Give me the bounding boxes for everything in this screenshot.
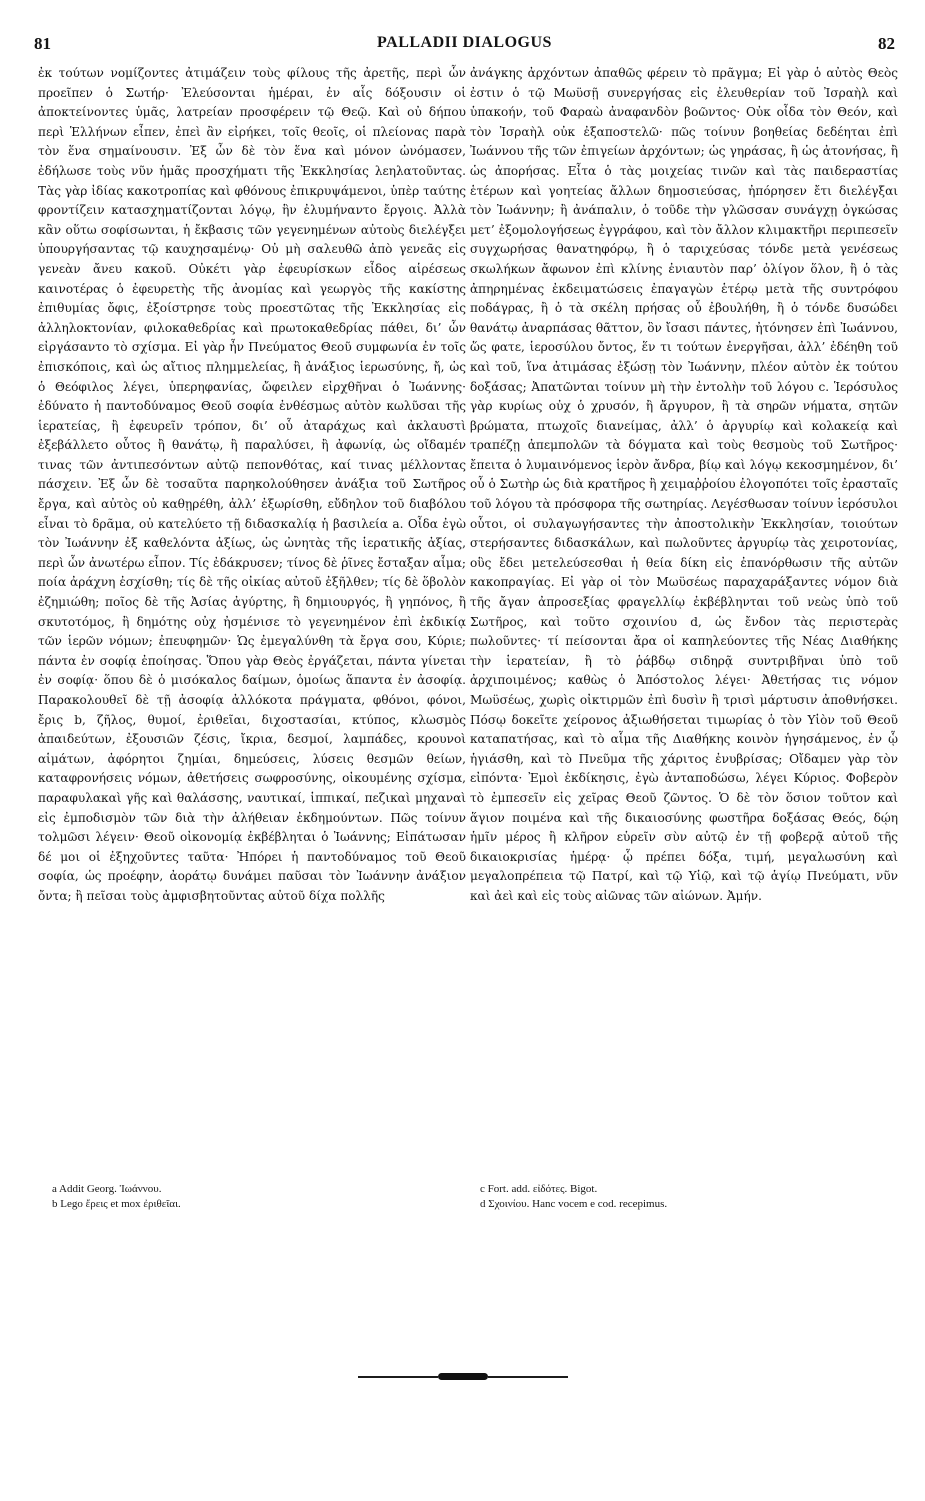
right-page-number: 82 xyxy=(878,34,895,53)
right-column-text: ἀνάγκης ἀρχόντων ἀπαθῶς φέρειν τὸ πρᾶγμα; Εἰ γὰρ ὁ αὐτὸς Θεὸς ἐστιν ὁ τῷ Μωϋσῇ συνεργήσας εἰς ἐλευθερίαν τοῦ Ἰσραὴλ καὶ ὑπακοήν, τοῦ Φαραὼ ἀναφανδὸν βοῶντος· Οὐκ οἶδα τὸν Θεόν, καὶ τὸν Ἰσραὴλ οὐκ ἐξαποστελῶ· πῶς τοίνυν βοηθείας δεδέηται ἐπὶ Ἰωάννου τῆς τῶν ἐπιγείων ἀρχόντων; ὡς γηράσας, ἢ ὡς ἀτονήσας, ἢ ὡς ἀπορήσας. Εἶτα ὁ τὰς μοιχείας τινῶν καὶ τὰς παιδεραστίας ἑτέρων καὶ γοητείας ἄλλων δημοσιεύσας, ἠπόρησεν ἔτι διελέγξαι τὸν Ἰωάννην; ἢ ἀνάπαλιν, ὁ τοῦδε τὴν γλῶσσαν συνάγχῃ ὀγκώσας μετ’ ἐξομολογήσεως ἐγγράφου, καὶ τὸν ἄλλον κλιμακτῆρι περιπεσεῖν συγχωρήσας θανατηφόρῳ, ἢ ὁ ταριχεύσας τόνδε μετὰ γενέσεως σκωλήκων ἄφωνον ἐπὶ κλίνης ἐνιαυτὸν παρ’ ὀλίγον ὅλον, ἢ ὁ τὰς ἀπηρημένας ἐκδειματώσεις ἐπαγαγὼν ἑτέρῳ μετὰ τῆς συντρόφου ποδάγρας, ἢ ὁ τὰ σκέλη πρήσας οὗ ἐβουλήθη, ἢ ὁ τόνδε δυσώδει θανάτῳ ἀναρπάσας θᾶττον, ὃν ἴσασι πάντες, ἠτόνησεν ἐπὶ Ἰωάννου, ὥς φατε, ἱεροσύλου ὄντος, ἕν τι τούτων ἐνεργῆσαι, ἀλλ’ ἐδέηθη τοῦ καὶ τοῦ, ἵνα ἀτιμάσας ἐξώσῃ τὸν Ἰωάννην, πλέον αὐτὸν ἐκ τούτου δοξάσας; Ἀπατῶνται τοίνυν μὴ τὴν ἐντολὴν τοῦ λόγου c. Ἱερόσυλος γὰρ κυρίως οὐχ ὁ χρυσόν, ἢ ἄργυρον, ἢ τὰ σηρῶν νήματα, σητῶν βρώματα, πτωχοῖς διανείμας, ἀλλ’ ὁ ἀργυρίῳ καὶ κολακείᾳ καὶ τραπέζῃ ἀπεμπολῶν τὰ δόγματα καὶ τοὺς θεσμοὺς τοῦ Σωτῆρος· ἔπειτα ὁ λυμαινόμενος ἱερὸν ἄνδρα, βίῳ καὶ λόγῳ κεκοσμημένον, δι’ οὗ ὁ Σωτὴρ ὡς διὰ κρατῆρος ἢ χειμαῤῥοίου ἐλογοπότει τοῖς ἐρασταῖς τοῦ λόγου τὰ πρόσφορα τῆς σωτηρίας. Λεγέσθωσαν τοίνυν ἱερόσυλοι οὗτοι, οἱ συλαγωγήσαντες τὴν ἀποστολικὴν Ἐκκλησίαν, τοιούτων στερήσαντες διδασκάλων, καὶ πωλοῦντες ἀργυρίῳ τὰς χειροτονίας, οὓς ἔδει μετελεύσεσθαι ἡ θεία δίκη εἰς ἐπανόρθωσιν τῆς αὐτῶν κακοπραγίας. Εἰ γὰρ οἱ τὸν Μωϋσέως παραχαράξαντες νόμον διὰ τῆς ἄγαν ἀπροσεξίας φραγελλίῳ ἐκβέβληνται τοῦ νεὼς ὑπὸ τοῦ Σωτῆρος, καὶ τοῦτο σχοινίου d, ὡς ἔνδον τὰς περιστερὰς πωλοῦντες· τί πείσονται ἄρα οἱ καπηλεύοντες τῆς Νέας Διαθήκης τὴν ἱερατείαν, ἢ τὸ ῥάβδῳ σιδηρᾷ συντριβῆναι ὑπὸ τοῦ ἀρχιποιμένος; καθὼς ὁ Ἀπόστολος λέγει· Ἀθετήσας τις νόμον Μωϋσέως, χωρὶς οἰκτιρμῶν ἐπὶ δυσὶν ἢ τρισὶ μάρτυσιν ἀποθνήσκει. Πόσῳ δοκεῖτε χείρονος ἀξιωθήσεται τιμωρίας ὁ τὸν Υἱὸν τοῦ Θεοῦ καταπατήσας, καὶ τὸ αἷμα τῆς Διαθήκης κοινὸν ἡγησάμενος, ἐν ᾧ ἡγιάσθη, καὶ τὸ Πνεῦμα τῆς χάριτος ἐνυβρίσας; Οἴδαμεν γὰρ τὸν εἰπόντα· Ἐμοὶ ἐκδίκησις, ἐγὼ ἀνταποδώσω, λέγει Κύριος. Φοβερὸν τὸ ἐμπεσεῖν εἰς χεῖρας Θεοῦ ζῶντος. Ὁ δὲ τὸν ὅσιον τοῦτον καὶ ἅγιον ποιμένα καὶ τῆς δικαιοσύνης φωστῆρα δοξάσας Θεός, δῴη ἡμῖν μέρος ἢ κλῆρον εὑρεῖν σὺν αὐτῷ ἐν τῇ φοβερᾷ αὐτοῦ τῆς δικαιοκρισίας ἡμέρᾳ· ᾧ πρέπει δόξα, τιμή, μεγαλωσύνη καὶ μεγαλοπρέπεια τῷ Πατρί, καὶ τῷ Υἱῷ, καὶ τῷ ἁγίῳ Πνεύματι, νῦν καὶ ἀεὶ καὶ εἰς τοὺς αἰῶνας τῶν αἰώνων. Ἀμήν. xyxy=(470,66,898,903)
footnote-c: c Fort. add. εἰδότες. Bigot. xyxy=(480,1183,598,1195)
left-text-column xyxy=(38,64,466,907)
footnotes-left xyxy=(52,1182,480,1211)
left-page-number: 81 xyxy=(34,34,51,53)
footnote-d: d Σχοινίου. Hanc vocem e cod. recepimus. xyxy=(480,1197,668,1210)
running-title: PALLADII DIALOGUS xyxy=(377,34,552,51)
left-column-text: ἐκ τούτων νομίζοντες ἀτιμάζειν τοὺς φίλους τῆς ἀρετῆς, περὶ ὧν προεῖπεν ὁ Σωτήρ· Ἐλεύσονται ἡμέραι, ἐν αἷς δόξουσιν οἱ ἀποκτείνοντες ὑμᾶς, λατρείαν προσφέρειν τῷ Θεῷ. Καὶ οὐ δήπου περὶ Ἑλλήνων εἶπεν, ἐπεὶ ἂν εἰρήκει, τοῖς θεοῖς, οἱ πλείονας παρὰ τὸν ἕνα σημαίνουσιν. Ἐξ ὧν δὲ τὸν ἕνα καὶ μόνον ὠνόμασεν, ἐδήλωσε τοὺς νῦν ἡμᾶς προσχήματι τῆς Ἐκκλησίας λεηλατοῦντας. Τὰς γὰρ ἰδίας κακοτροπίας καὶ φθόνους ἐπικρυψάμενοι, ὑπὲρ ταύτης φροντίζειν κατασχηματίζονται λόγῳ, ἣν ἐλυμήναντο ἔργοις. Ἀλλὰ κἂν οὕτω σοφίσωνται, ἡ ἔκβασις τῶν γεγενημένων αὐτοὺς διελέγξει ὑπουργήσαντας τῷ καυχησαμένῳ· Οὐ μὴ σαλευθῶ ἀπὸ γενεᾶς εἰς γενεὰν ἄνευ κακοῦ. Οὐκέτι γὰρ ἐφευρίσκων εἶδος αἱρέσεως καινοτέρας ὁ ἐφευρετὴς τῆς ἀνομίας καὶ γεωργὸς τῆς κακίστης ἐπιθυμίας ὄφις, ἐξοίστρησε τοὺς προεστῶτας τῆς Ἐκκλησίας εἰς ἀλληλοκτονίαν, φιλοκαθεδρίας καὶ πρωτοκαθεδρίας πάθει, δι’ ὧν εἰργάσαντο τὸ σχίσμα. Εἰ γὰρ ἦν Πνεύματος Θεοῦ συμφωνία ἐν τοῖς ἐπισκόποις, καὶ ὡς αἴτιος πλημμελείας, ἢ ἀνάξιος ἱερωσύνης, ἤ, ὡς ὁ Θεόφιλος λέγει, ὑπερηφανίας, ὤφειλεν εἰρχθῆναι ὁ Ἰωάννης· ἐδύνατο ἡ παντοδύναμος Θεοῦ σοφία ἐνθέσμως αὐτὸν κωλῦσαι τῆς ἱερατείας, ἢ ἐφευρεῖν τρόπον, δι’ οὗ ἀταράχως καὶ ἀκλαυστὶ ἐξεβάλλετο οὗτος ἢ θανάτῳ, ἢ παραλύσει, ἢ ἀφωνίᾳ, ὡς οἴδαμέν τινας τῶν ἀντιπεσόντων αὐτῷ πεπονθότας, καί τινας μέλλοντας πάσχειν. Ἐξ ὧν δὲ τοσαῦτα παρηκολούθησεν ἀνάξια τοῦ Σωτῆρος ἔργα, καὶ αὐτὸς οὐ καθῃρέθη, ἀλλ’ ἐξωρίσθη, εὔδηλον τοῦ διαβόλου εἶναι τὸ δρᾶμα, οὐ κατελύετο τῇ διδασκαλίᾳ ἡ βασιλεία a. Οἶδα ἐγὼ τὸν Ἰωάννην ἐξ καθελόντα ἀξίως, ὡς ὠνητὰς τῆς ἱερατικῆς ἀξίας, περὶ ὧν ἀνωτέρω εἶπον. Τίς ἐδάκρυσεν; τίνος δὲ ῥῖνες ἔσταξαν αἷμα; ποία ἀράχνη ἐσχίσθη; τίς δὲ τῆς οἰκίας αὐτοῦ ἐξῆλθεν; τίς δὲ ὅβολὸν ἐζημιώθη; ποῖος δὲ τῆς Ἀσίας ἀγύρτης, ἢ δημιουργός, ἢ γηπόνος, ἢ σκυτοτόμος, ἢ δημότης οὐχ ἠσμένισε τὸ γεγενημένον ἐπὶ ἐκδικίᾳ τῶν ἱερῶν νόμων; ἐπευφημῶν· Ὡς ἐμεγαλύνθη τὰ ἔργα σου, Κύριε; πάντα ἐν σοφίᾳ ἐποίησας. Ὅπου γὰρ Θεὸς ἐργάζεται, πάντα γίνεται ἐν σοφίᾳ· ὅπου δὲ ὁ μισόκαλος δαίμων, ὁμοίως ἅπαντα ἐν ἀσοφίᾳ. Παρακολουθεῖ δὲ τῇ ἀσοφίᾳ ἀλλόκοτα πράγματα, φθόνοι, φόνοι, ἔρις b, ζῆλος, θυμοί, ἐριθεῖαι, διχοστασίαι, κτύπος, κλωσμὸς ἀπαιδεύτων, ἐξουσιῶν ζέσις, ἴκρια, δεσμοί, λαμπάδες, κρουνοὶ αἱμάτων, ἀφόρητοι ζημίαι, δημεύσεις, λύσεις θεσμῶν θείων, καταφρονήσεις νόμων, ἀθετήσεις σωφροσύνης, οἰκουμένης σχίσμα, παραφυλακαὶ γῆς καὶ θαλάσσης, ναυτικαί, ἱππικαί, πεζικαὶ μηχαναὶ εἰς ἐμποδισμὸν τῶν διὰ τὴν ἀλήθειαν ἐκδημούντων. Πῶς τοίνυν τολμῶσι λέγειν· Θεοῦ οἰκονομίᾳ ἐκβέβληται ὁ Ἰωάννης; Εἰπάτωσαν δέ μοι οἱ ἐξηχοῦντες ταῦτα· Ἠπόρει ἡ παντοδύναμος τοῦ Θεοῦ σοφία, ὡς προέφην, ἀοράτῳ δυνάμει παῦσαι τὸν Ἰωάννην ἀνάξιον ὄντα; ἢ πεῖσαι τοὺς ἀμφισβητοῦντας αὐτοῦ δίχα πολλῆς xyxy=(38,66,466,903)
footnote-a: a Addit Georg. Ἰωάννου. xyxy=(52,1183,162,1195)
right-text-column xyxy=(470,64,898,907)
end-ornament-icon xyxy=(358,1372,568,1382)
page-header xyxy=(30,34,899,54)
footnote-b: b Lego ἔρεις et mox ἐριθεῖαι. xyxy=(52,1197,181,1210)
footnotes-right xyxy=(480,1182,908,1211)
